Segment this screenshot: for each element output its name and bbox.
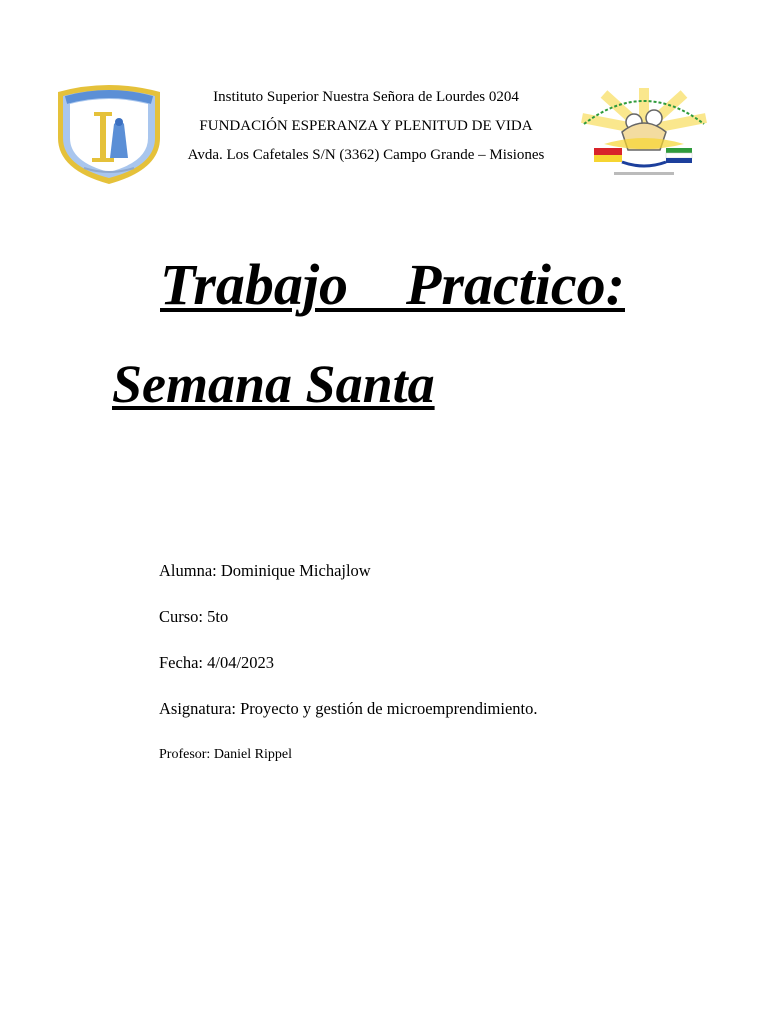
student-name: Alumna: Dominique Michajlow (159, 561, 371, 580)
teacher: Profesor: Daniel Rippel (159, 747, 292, 762)
student-info (159, 561, 538, 791)
institute-crest-icon (48, 82, 170, 186)
institute-name: Instituto Superior Nuestra Señora de Lourdes 0204 (213, 89, 519, 105)
course: Curso: 5to (159, 607, 229, 626)
foundation-emblem-icon (574, 84, 714, 188)
document-title: Trabajo Practico: (160, 252, 625, 317)
institution-header (185, 88, 547, 164)
document-subtitle: Semana Santa (112, 354, 435, 414)
date: Fecha: 4/04/2023 (159, 653, 275, 672)
subject: Asignatura: Proyecto y gestión de microemprendimiento. (159, 699, 538, 718)
foundation-name: FUNDACIÓN ESPERANZA Y PLENITUD DE VIDA (199, 118, 533, 134)
institution-address: Avda. Los Cafetales S/N (3362) Campo Grande – Misiones (187, 147, 545, 163)
